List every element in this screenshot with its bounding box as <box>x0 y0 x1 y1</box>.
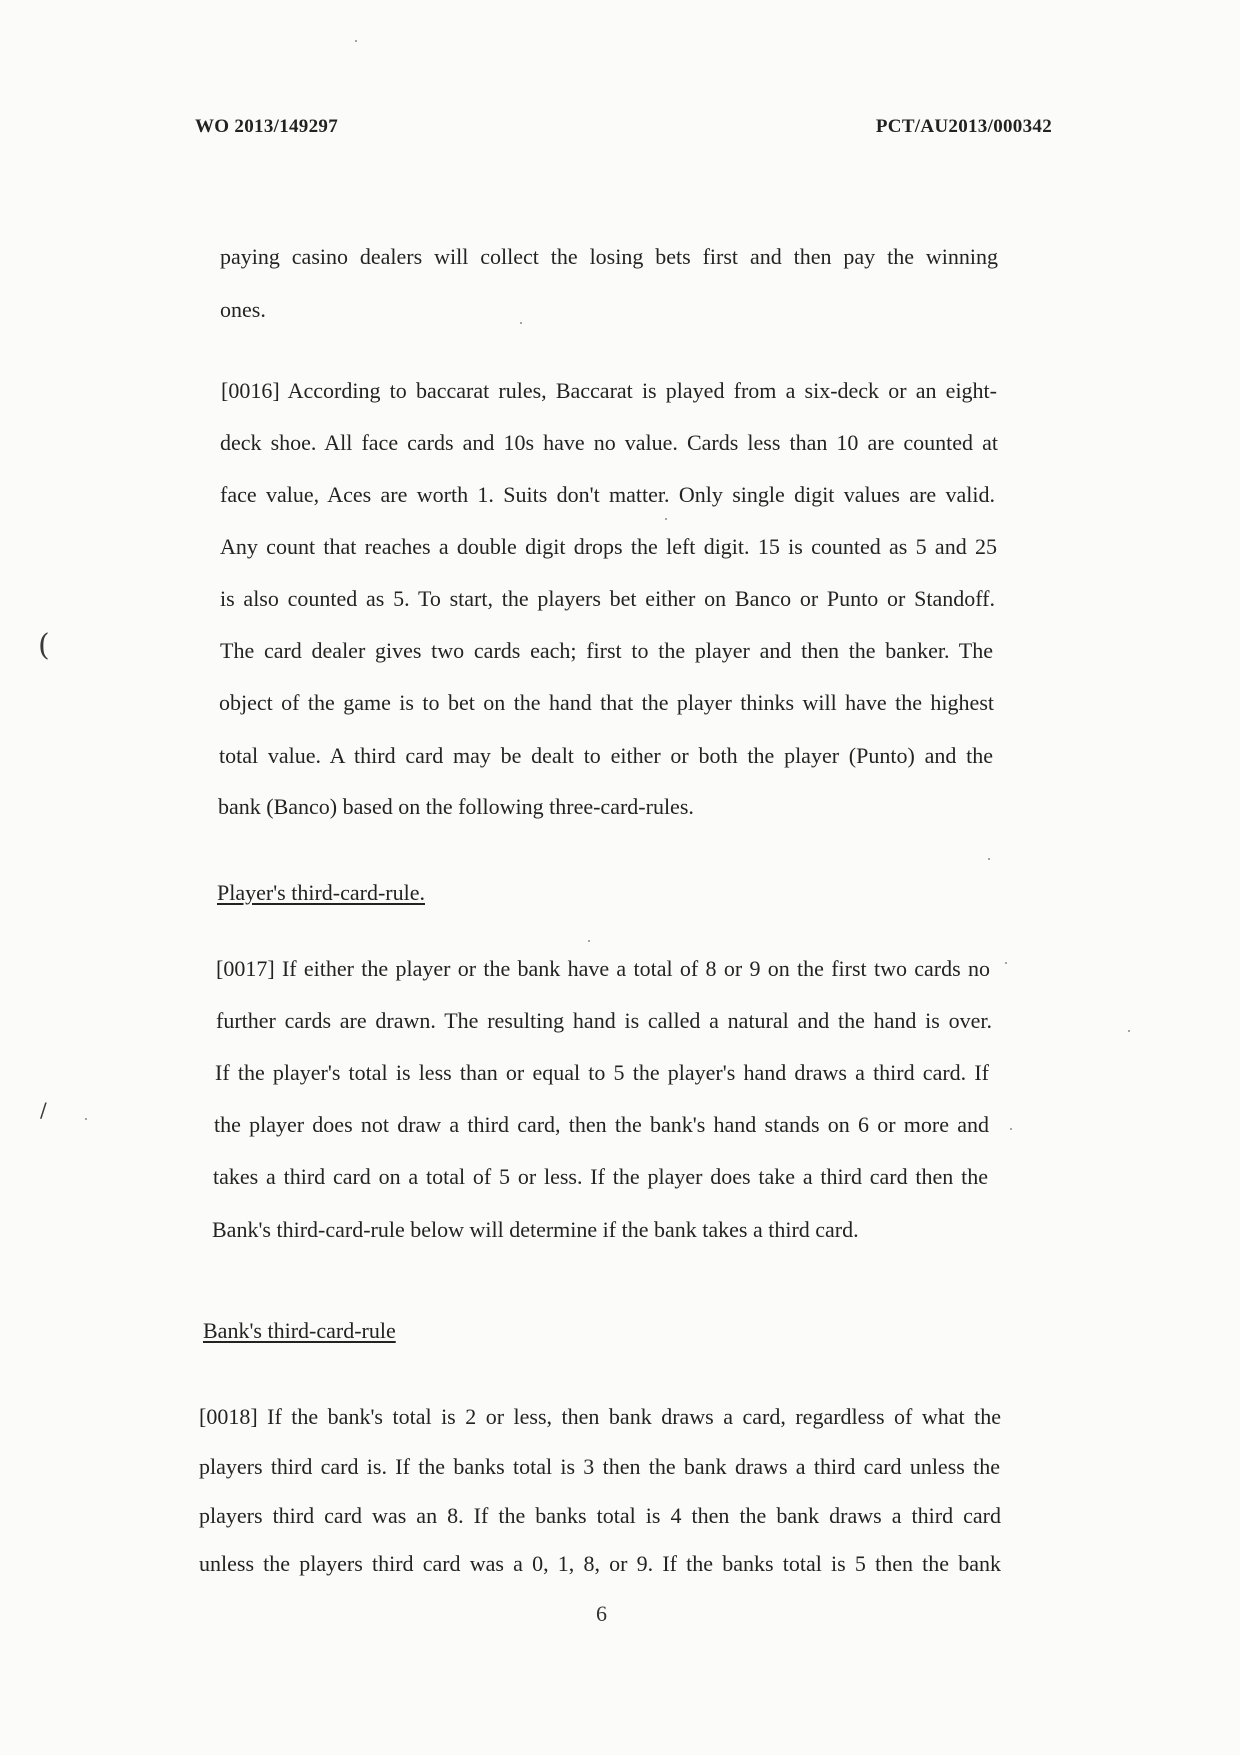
scan-speck <box>520 322 522 324</box>
text-line: bank (Banco) based on the following three-card-rules. <box>218 794 694 819</box>
text-line: ones. <box>220 297 266 322</box>
text-line: face value, Aces are worth 1. Suits don't matter. Only single digit values are valid. <box>220 482 995 507</box>
text-line: the player does not draw a third card, then the bank's hand stands on 6 or more and <box>214 1112 989 1137</box>
scan-speck <box>85 1118 87 1120</box>
section-heading-player-rule: Player's third-card-rule. <box>217 880 425 905</box>
text-line: Any count that reaches a double digit drops the left digit. 15 is counted as 5 and 25 <box>220 534 997 559</box>
text-line: total value. A third card may be dealt to either or both the player (Punto) and the <box>219 743 993 768</box>
text-line: players third card is. If the banks total is 3 then the bank draws a third card unless the <box>199 1454 1000 1479</box>
scan-speck <box>588 940 590 942</box>
scan-speck <box>665 518 667 520</box>
margin-paren-mark: ( <box>38 628 50 663</box>
page-number: 6 <box>596 1601 607 1626</box>
scan-speck <box>1128 1030 1130 1032</box>
text-line: takes a third card on a total of 5 or less. If the player does take a third card then the <box>213 1164 988 1189</box>
text-line: unless the players third card was a 0, 1, 8, or 9. If the banks total is 5 then the bank <box>199 1551 1001 1576</box>
text-line: object of the game is to bet on the hand that the player thinks will have the highest <box>219 690 994 715</box>
section-heading-bank-rule: Bank's third-card-rule <box>203 1318 396 1343</box>
scan-speck <box>355 40 357 42</box>
margin-slash-mark: / <box>40 1098 47 1122</box>
text-line: players third card was an 8. If the banks total is 4 then the bank draws a third card <box>199 1503 1001 1528</box>
text-line: paying casino dealers will collect the losing bets first and then pay the winning <box>220 244 998 269</box>
scan-speck <box>1010 1128 1012 1130</box>
text-line: [0018] If the bank's total is 2 or less, then bank draws a card, regardless of what the <box>199 1404 1001 1429</box>
text-line: The card dealer gives two cards each; first to the player and then the banker. The <box>220 638 993 663</box>
application-number: PCT/AU2013/000342 <box>875 116 1052 137</box>
text-line: [0016] According to baccarat rules, Baccarat is played from a six-deck or an eight- <box>221 378 997 403</box>
scan-speck <box>1005 962 1007 964</box>
text-line: deck shoe. All face cards and 10s have no value. Cards less than 10 are counted at <box>220 430 998 455</box>
text-line: is also counted as 5. To start, the players bet either on Banco or Punto or Standoff. <box>220 586 995 611</box>
text-line: Bank's third-card-rule below will determine if the bank takes a third card. <box>212 1217 859 1242</box>
text-line: If the player's total is less than or equal to 5 the player's hand draws a third card. If <box>215 1060 989 1085</box>
text-line: [0017] If either the player or the bank have a total of 8 or 9 on the first two cards no <box>216 956 990 981</box>
publication-number: WO 2013/149297 <box>195 116 339 137</box>
scan-speck <box>988 858 990 860</box>
text-line: further cards are drawn. The resulting hand is called a natural and the hand is over. <box>216 1008 992 1033</box>
